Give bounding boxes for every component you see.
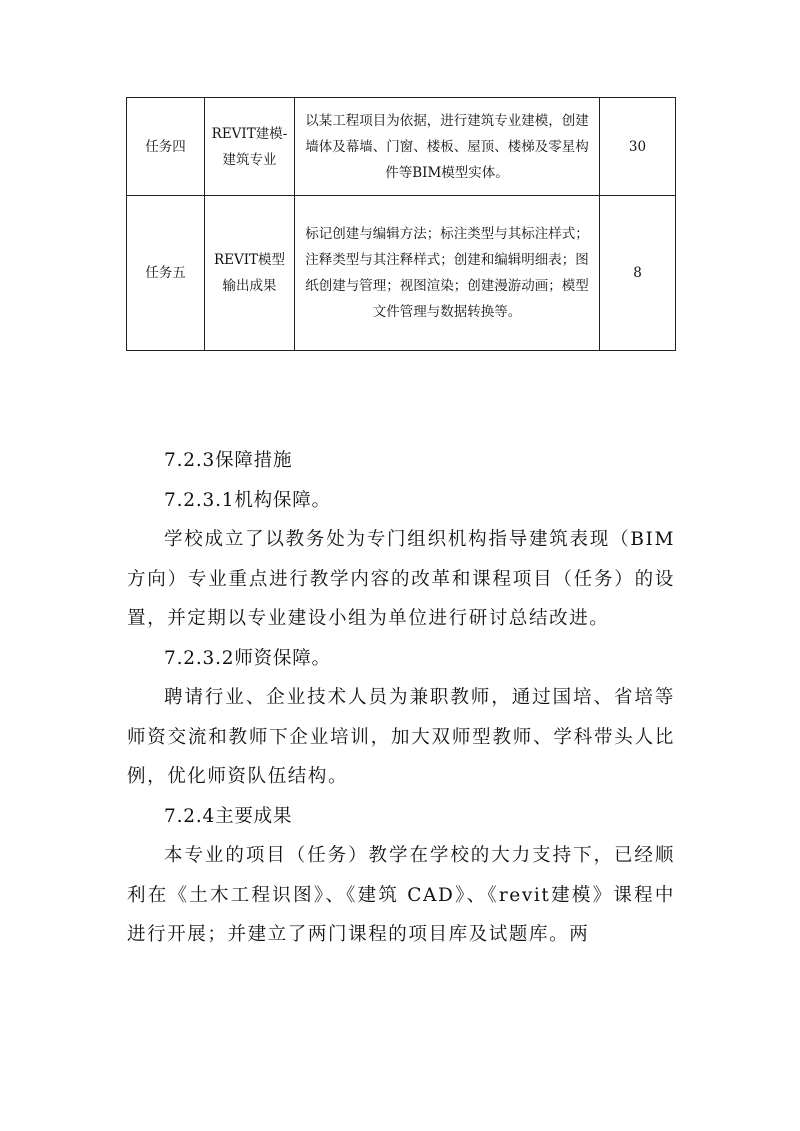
table-row xyxy=(127,196,676,351)
task-description-cell: 标记创建与编辑方法；标注类型与其标注样式；注释类型与其注释样式；创建和编辑明细表；图纸创建与管理；视图渲染；创建漫游动画；模型文件管理与数据转换等。 xyxy=(295,196,600,351)
task-cell: 任务五 xyxy=(127,196,205,351)
section-heading-7-2-3: 7.2.3保障措施 xyxy=(164,450,293,471)
section-paragraph-7-2-3-1: 学校成立了以教务处为专门组织机构指导建筑表现（BIM方向）专业重点进行教学内容的改革和课程项目（任务）的设置，并定期以专业建设小组为单位进行研讨总结改进。 xyxy=(127,529,675,629)
task-hours-cell: 30 xyxy=(600,98,676,196)
section-heading-7-2-3-1: 7.2.3.1机构保障。 xyxy=(164,489,331,511)
table-row xyxy=(127,98,676,196)
section-paragraph-7-2-4: 本专业的项目（任务）教学在学校的大力支持下，已经顺利在《土木工程识图》、《建筑 CAD》、《revit建模》课程中进行开展；并建立了两门课程的项目库及试题库。两 xyxy=(127,845,675,945)
task-description-cell: 以某工程项目为依据，进行建筑专业建模，创建墙体及幕墙、门窗、楼板、屋顶、楼梯及零星构件等BIM模型实体。 xyxy=(295,98,600,196)
section-heading-7-2-3-2: 7.2.3.2师资保障。 xyxy=(164,647,331,669)
task-name-cell: REVIT模型输出成果 xyxy=(205,196,295,351)
section-heading-7-2-4: 7.2.4主要成果 xyxy=(164,805,293,827)
task-name-cell: REVIT建模-建筑专业 xyxy=(205,98,295,196)
section-paragraph-7-2-3-2: 聘请行业、企业技术人员为兼职教师，通过国培、省培等师资交流和教师下企业培训，加大双师型教师、学科带头人比例，优化师资队伍结构。 xyxy=(127,687,675,787)
task-hours-cell: 8 xyxy=(600,196,676,351)
body-text xyxy=(127,441,675,955)
task-table xyxy=(126,97,676,351)
task-cell: 任务四 xyxy=(127,98,205,196)
